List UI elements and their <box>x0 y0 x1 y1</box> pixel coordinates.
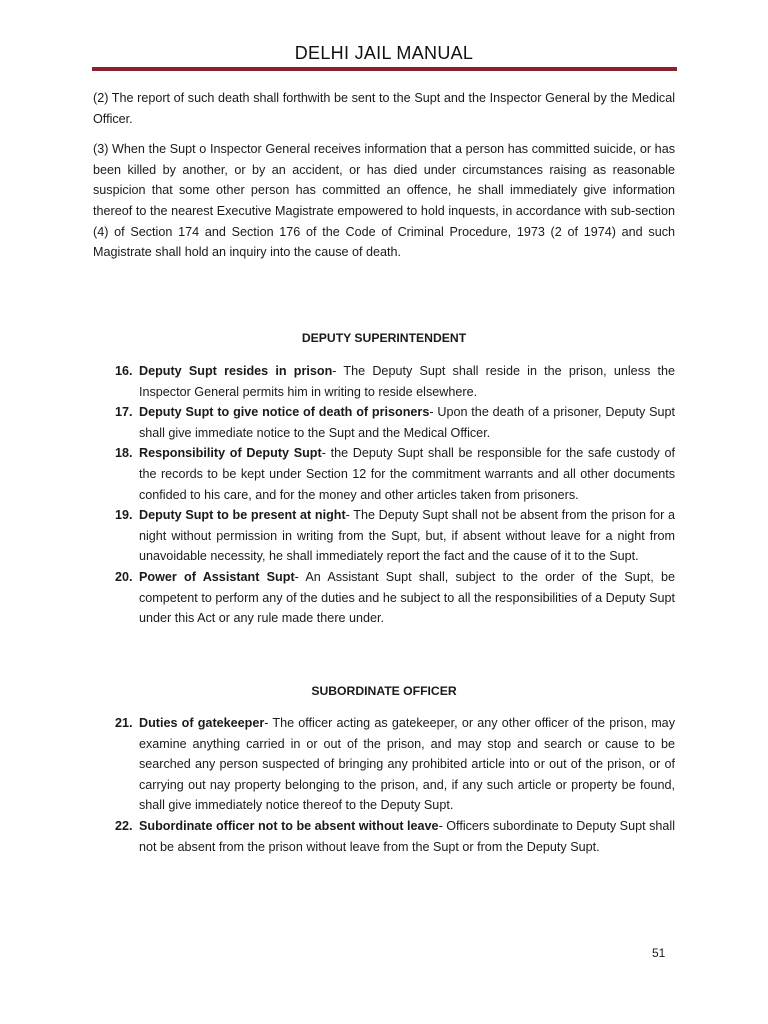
rule-number: 17. <box>115 405 133 420</box>
rule-title: Subordinate officer not to be absent without leave <box>139 818 439 833</box>
paragraph-2: (2) The report of such death shall forthwith be sent to the Supt and the Inspector General by the Medical Officer. <box>93 91 675 126</box>
rule-text: - The Deputy Supt shall not be absent from the prison for a night without permission in writing from the Supt, but, if absent without leave for a night from unavoidable necessity, he shall immediately report the fact and the cause of it to the Supt. <box>139 508 675 564</box>
rule-19 <box>93 505 675 567</box>
page-number: 51 <box>652 946 666 960</box>
rule-22 <box>93 816 675 857</box>
rule-18 <box>93 443 675 505</box>
subordinate-officer-rules <box>93 713 675 857</box>
rule-16 <box>93 361 675 402</box>
rule-number: 16. <box>115 364 133 378</box>
rule-text: - An Assistant Supt shall, subject to the order of the Supt, be competent to perform any of the duties and he subject to all the responsibilities of a Deputy Supt under this Act or any rule made there under. <box>139 569 675 626</box>
rule-text: - Officers subordinate to Deputy Supt shall not be absent from the prison without leave from the Supt or from the Deputy Supt. <box>139 818 676 854</box>
paragraph-3: (3) When the Supt o Inspector General receives information that a person has committed suicide, or has been killed by another, or by an accident, or has died under circumstances raising as reasonable suspicion that some other person has committed an offence, he shall immediately give information thereof to the nearest Executive Magistrate empowered to hold inquests, in accordance with sub-section (4) of Section 174 and Section 176 of the Code of Criminal Procedure, 1973 (2 of 1974) and such Magistrate shall hold an inquiry into the cause of death. <box>93 142 675 260</box>
rule-title: Duties of gatekeeper <box>139 716 265 730</box>
rule-20 <box>93 567 675 629</box>
section-heading-deputy-superintendent: DEPUTY SUPERINTENDENT <box>301 331 467 345</box>
rule-21 <box>93 713 675 816</box>
rule-text: - Upon the death of a prisoner, Deputy Supt shall give immediate notice to the Supt and the Medical Officer. <box>139 405 676 440</box>
intro-paragraphs <box>93 88 675 273</box>
rule-number: 19. <box>115 508 133 523</box>
rule-title: Responsibility of Deputy Supt <box>139 446 322 461</box>
rule-number: 22. <box>115 818 133 833</box>
rule-text: - the Deputy Supt shall be responsible for the safe custody of the records to be kept under Section 12 for the commitment warrants and all other documents confided to his care, and for the money and other articles taken from prisoners. <box>139 446 675 502</box>
rule-title: Deputy Supt to give notice of death of prisoners <box>139 405 430 420</box>
deputy-superintendent-rules <box>93 361 675 629</box>
rule-title: Deputy Supt to be present at night <box>139 508 346 523</box>
rule-text: - The Deputy Supt shall reside in the prison, unless the Inspector General permits him in writing to reside elsewhere. <box>139 364 675 399</box>
rule-title: Power of Assistant Supt <box>139 569 295 584</box>
rule-number: 18. <box>115 446 133 461</box>
rule-text: - The officer acting as gatekeeper, or any other officer of the prison, may examine anything carried in or out of the prison, and may stop and search or cause to be searched any person suspected of bringing any prohibited article into or out of the prison, or of carrying out nay property belonging to the prison, and, if any such article or property be found, shall give immediately notice thereof to the Deputy Supt. <box>139 716 675 813</box>
rule-number: 20. <box>115 569 133 584</box>
section-heading-subordinate-officer: SUBORDINATE OFFICER <box>311 684 457 698</box>
rule-title: Deputy Supt resides in prison <box>139 364 333 378</box>
header-divider <box>92 67 677 71</box>
rule-17 <box>93 402 675 443</box>
page-header-title: DELHI JAIL MANUAL <box>294 43 474 63</box>
rule-number: 21. <box>115 716 133 730</box>
